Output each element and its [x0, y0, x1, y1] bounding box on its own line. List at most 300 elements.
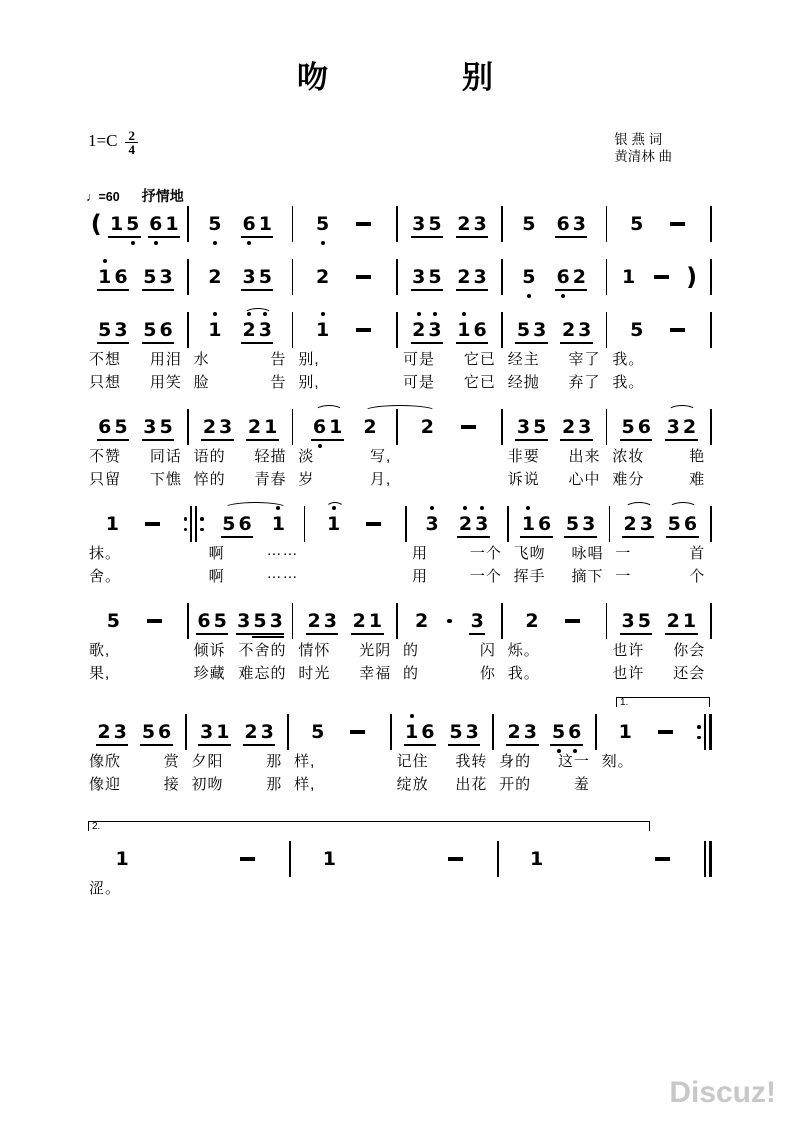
lyric: 可是 — [403, 351, 436, 368]
lyrics-row-verse-1 — [189, 639, 292, 662]
measure — [187, 714, 288, 796]
notes-row — [494, 714, 595, 750]
measure — [84, 409, 187, 491]
music-line-1 — [84, 206, 712, 242]
octave-dot-high — [410, 714, 414, 718]
lyric: 个 — [689, 568, 706, 585]
lyric: 你会 — [673, 642, 706, 659]
note-dash — [670, 222, 685, 226]
note: 6 1 — [148, 213, 180, 235]
lyrics-row-verse-2 — [84, 468, 187, 491]
lyric: 果, — [89, 665, 111, 682]
underline — [221, 536, 253, 538]
note: 3 5 3 — [236, 610, 285, 632]
lyrics-row-verse-1 — [305, 542, 405, 565]
lyrics-row-verse-2 — [407, 565, 507, 588]
notes-row — [84, 206, 187, 242]
lyric: 告 — [270, 351, 287, 368]
measure — [84, 603, 187, 685]
measure — [84, 714, 185, 796]
lyric: 摘下 — [571, 568, 604, 585]
measure — [293, 312, 396, 394]
lyric: 出来 — [568, 448, 601, 465]
lyrics-row-verse-2 — [84, 371, 187, 394]
lyric: 幸福 — [359, 665, 392, 682]
measure — [305, 506, 405, 588]
lyrics-row-verse-2 — [293, 662, 396, 685]
note: 1 6 — [404, 721, 436, 743]
lyric: 用 — [412, 568, 429, 585]
notes-row — [293, 206, 396, 242]
octave-dot-low — [573, 749, 577, 753]
octave-dot-high — [430, 506, 434, 510]
note: 1 — [270, 513, 286, 535]
lyrics-row-verse-2 — [398, 371, 501, 394]
notes-row — [293, 603, 396, 639]
notes-row — [607, 206, 710, 242]
note: 5 6 — [140, 721, 172, 743]
measure — [407, 506, 507, 588]
lyrics-row-verse-2 — [293, 468, 396, 491]
note: 2 — [363, 416, 377, 438]
lyric: 身的 — [499, 753, 532, 770]
note: 2 3 — [622, 513, 654, 535]
slur — [625, 502, 653, 514]
slur — [326, 502, 344, 514]
note: 2 3 — [456, 213, 488, 235]
underline — [411, 236, 443, 238]
notes-row — [509, 506, 609, 542]
lyrics-row-verse-1 — [494, 750, 595, 773]
measure — [610, 506, 710, 588]
underline — [622, 536, 654, 538]
lyric: 我。 — [612, 374, 645, 391]
lyric: 别, — [298, 351, 320, 368]
lyric: 倾诉 — [193, 642, 226, 659]
notes-row — [398, 206, 501, 242]
note: 3 5 — [142, 416, 174, 438]
lyrics-row-verse-2 — [398, 662, 501, 685]
lyrics-row-verse-2 — [84, 565, 184, 588]
lyrics-row-verse-2 — [289, 773, 390, 796]
lyric: 脸 — [193, 374, 210, 391]
underline — [97, 289, 129, 291]
lyrics-row-verse-1 — [398, 445, 501, 468]
note: 5 — [315, 213, 331, 235]
underline — [142, 439, 174, 441]
lyric: 月, — [370, 471, 392, 488]
lyric: 用泪 — [149, 351, 182, 368]
underline — [560, 439, 592, 441]
measure — [392, 714, 493, 796]
note: 5 3 — [97, 319, 129, 341]
lyric: 情怀 — [298, 642, 331, 659]
lyrics-row-verse-1 — [84, 542, 184, 565]
music-line-6 — [84, 603, 712, 685]
note: 1 — [326, 513, 342, 535]
note: 1 — [315, 319, 331, 341]
underline — [620, 633, 652, 635]
lyrics-row-verse-1 — [398, 639, 501, 662]
note: 2 3 — [456, 266, 488, 288]
music-line-5 — [84, 506, 712, 588]
lyric: 用笑 — [149, 374, 182, 391]
lyric: 同话 — [149, 448, 182, 465]
note: 2 3 — [506, 721, 538, 743]
underline — [456, 289, 488, 291]
underline — [140, 744, 172, 746]
note: 6 1 — [241, 213, 273, 235]
note: 2 3 — [411, 319, 443, 341]
lyric: 难分 — [612, 471, 645, 488]
measure — [84, 506, 184, 588]
music-line-2 — [84, 259, 712, 295]
note-dash — [658, 730, 673, 734]
note: 5 6 — [221, 513, 253, 535]
notes-row — [84, 506, 184, 542]
note: 5 6 — [666, 513, 698, 535]
note-dash — [356, 328, 371, 332]
measure — [291, 841, 496, 900]
time-sig-numerator: 2 — [128, 128, 135, 143]
music-line-7 — [84, 697, 712, 796]
lyric: 只想 — [89, 374, 122, 391]
octave-dot-low — [154, 241, 158, 245]
lyric: 岁 — [298, 471, 315, 488]
lyric: 不赞 — [89, 448, 122, 465]
measure — [503, 409, 606, 491]
note: 2 1 — [351, 610, 383, 632]
lyrics-row-verse-1 — [607, 348, 710, 371]
lyric: 它已 — [463, 374, 496, 391]
underline — [411, 289, 443, 291]
lyrics-row-verse-1 — [392, 750, 493, 773]
barline — [710, 312, 712, 348]
note-dash — [654, 275, 669, 279]
notes-row — [607, 409, 710, 445]
lyric: 告 — [270, 374, 287, 391]
note: 5 — [630, 319, 644, 341]
lyric: 艳 — [689, 448, 706, 465]
lyrics-row-verse-2 — [189, 371, 292, 394]
underline — [550, 744, 582, 746]
notes-row — [293, 259, 396, 295]
lyric: 飞吻 — [513, 545, 546, 562]
lyric: 宰了 — [568, 351, 601, 368]
note: 5 6 — [620, 416, 652, 438]
notes-row — [84, 259, 187, 295]
measure — [189, 312, 292, 394]
measure — [509, 506, 609, 588]
lyrics-row-verse-1 — [189, 445, 292, 468]
notes-row — [398, 312, 501, 348]
note: 3 5 — [620, 610, 652, 632]
note: 5 3 — [448, 721, 480, 743]
note: 2 3 — [241, 319, 273, 341]
notes-row — [503, 409, 606, 445]
measure — [607, 312, 710, 394]
lyrics-row-verse-1 — [289, 750, 390, 773]
notes-row — [398, 603, 501, 639]
underline — [311, 439, 343, 441]
octave-dot-high — [213, 312, 217, 316]
lyric: 只留 — [89, 471, 122, 488]
underline — [241, 236, 273, 238]
key-signature — [88, 130, 138, 156]
lyric: 诉说 — [507, 471, 540, 488]
note: 2 — [414, 610, 429, 632]
lyric: 别, — [298, 374, 320, 391]
tempo-line — [86, 186, 184, 206]
underline — [201, 439, 233, 441]
notes-row — [398, 259, 501, 295]
volta-label: 1. — [620, 697, 629, 708]
lyrics-row-verse-1 — [503, 639, 606, 662]
title-char-1: 吻 — [297, 60, 330, 95]
underline — [142, 342, 174, 344]
lyrics-row-verse-2 — [509, 565, 609, 588]
metronome-mark: ♩=60 — [86, 190, 120, 204]
note-dash — [655, 857, 670, 861]
lyrics-row-verse-2 — [398, 468, 501, 491]
lyric: 初吻 — [191, 776, 224, 793]
notes-row — [607, 603, 710, 639]
note: 5 3 — [564, 513, 596, 535]
octave-dot-low — [247, 241, 251, 245]
lyrics-row-verse-2 — [392, 773, 493, 796]
lyrics-row-verse-1 — [293, 639, 396, 662]
note: 1 — [207, 319, 223, 341]
notes-row — [84, 841, 289, 877]
lyric: 出花 — [455, 776, 488, 793]
lyric: 羞 — [573, 776, 590, 793]
octave-dot-high — [417, 312, 421, 316]
underline — [196, 633, 228, 635]
music-line-8 — [84, 821, 712, 900]
note: 1 — [322, 848, 336, 870]
lyric: 可是 — [403, 374, 436, 391]
notes-row — [84, 409, 187, 445]
octave-dot-low — [131, 241, 135, 245]
lyric: 弃了 — [568, 374, 601, 391]
lyric: 心中 — [568, 471, 601, 488]
lyric: 像欣 — [89, 753, 122, 770]
slur — [244, 308, 272, 320]
note-dash — [350, 730, 365, 734]
underline — [665, 633, 697, 635]
lyrics-row-verse-2 — [503, 371, 606, 394]
lyric: 刻。 — [601, 753, 634, 770]
note: 3 1 — [198, 721, 230, 743]
note: 5 3 — [142, 266, 174, 288]
underline — [506, 744, 538, 746]
octave-dot-low — [527, 294, 531, 298]
time-sig-denominator: 4 — [125, 142, 138, 156]
measure — [398, 603, 501, 685]
underline — [108, 236, 140, 238]
lyric: 啊 — [208, 545, 225, 562]
note: 5 — [311, 721, 325, 743]
lyrics-row-verse-2 — [204, 565, 304, 588]
note: 1 5 — [108, 213, 140, 235]
lyric: 咏唱 — [571, 545, 604, 562]
lyric: 也许 — [612, 665, 645, 682]
octave-dot-high — [463, 506, 467, 510]
notes-row — [84, 603, 187, 639]
octave-dot-high — [526, 506, 530, 510]
measure — [289, 714, 390, 796]
note: 2 — [420, 416, 434, 438]
lyric: 的 — [403, 642, 420, 659]
lyrics-row-verse-1 — [607, 445, 710, 468]
lyrics-row-verse-1 — [499, 877, 704, 900]
lyric: 还会 — [673, 665, 706, 682]
lyric: 一 — [615, 568, 632, 585]
lyrics-row-verse-2 — [494, 773, 595, 796]
underline-2 — [252, 636, 284, 638]
note: 3 — [469, 610, 485, 632]
measure — [189, 206, 292, 242]
song-title — [0, 52, 792, 97]
note: 1 — [105, 513, 119, 535]
underline — [448, 744, 480, 746]
lyric: 一个 — [469, 568, 502, 585]
underline — [96, 744, 128, 746]
lyrics-row-verse-1 — [84, 639, 187, 662]
lyric: 经抛 — [507, 374, 540, 391]
lyric: 烁。 — [507, 642, 540, 659]
note: 5 6 — [142, 319, 174, 341]
barline — [710, 506, 712, 542]
note: 3 — [424, 513, 440, 535]
notes-row — [499, 841, 704, 877]
lyrics-row-verse-1 — [84, 877, 289, 900]
measure — [597, 714, 698, 796]
underline — [411, 342, 443, 344]
lyrics-row-verse-1 — [84, 348, 187, 371]
measure — [189, 409, 292, 491]
underline — [515, 439, 547, 441]
notes-row — [189, 409, 292, 445]
lyrics-row-verse-1 — [293, 348, 396, 371]
note: 2 1 — [665, 610, 697, 632]
note-dash — [356, 275, 371, 279]
notes-row — [187, 714, 288, 750]
lyric: …… — [266, 542, 299, 559]
measure — [503, 259, 606, 295]
note: 2 3 — [457, 513, 489, 535]
lyric: 涩。 — [89, 880, 122, 897]
lyric: 绽放 — [396, 776, 429, 793]
octave-dot-low — [557, 749, 561, 753]
note: 2 3 — [201, 416, 233, 438]
lyric: 我。 — [612, 351, 645, 368]
lyric: 这一 — [557, 753, 590, 770]
note: 5 3 — [515, 319, 547, 341]
lyric: 像迎 — [89, 776, 122, 793]
measure — [84, 206, 187, 242]
parenthesis: ( — [90, 210, 102, 238]
note-dash — [461, 425, 476, 429]
repeat-sign — [697, 714, 712, 750]
underline — [97, 342, 129, 344]
note-dash — [670, 328, 685, 332]
note: 5 — [521, 266, 537, 288]
lyric: 抹。 — [89, 545, 122, 562]
lyrics-row-verse-1 — [503, 445, 606, 468]
note: 1 — [530, 848, 544, 870]
notes-row — [503, 603, 606, 639]
octave-dot-high — [321, 312, 325, 316]
credits — [614, 131, 672, 165]
lyric: 样, — [294, 776, 316, 793]
underline — [456, 236, 488, 238]
lyric: 接 — [163, 776, 180, 793]
underline — [456, 342, 488, 344]
augmentation-dot — [447, 619, 452, 624]
lyrics-row-verse-2 — [189, 662, 292, 685]
lyric: 难忘的 — [238, 665, 287, 682]
lyric: 舍。 — [89, 568, 122, 585]
notes-row — [392, 714, 493, 750]
note: 1 — [115, 848, 129, 870]
underline — [148, 236, 180, 238]
lyric: 夕阳 — [191, 753, 224, 770]
note: 2 3 — [560, 319, 592, 341]
lyric: 首 — [689, 545, 706, 562]
lyric: 记住 — [396, 753, 429, 770]
note-dash — [565, 619, 580, 623]
measure — [189, 603, 292, 685]
note: 3 5 — [241, 266, 273, 288]
note: 2 — [525, 610, 539, 632]
note-dash — [147, 619, 162, 623]
lyric: 也许 — [612, 642, 645, 659]
music-line-3 — [84, 312, 712, 394]
lyrics-row-verse-1 — [84, 445, 187, 468]
measure — [293, 206, 396, 242]
note: 2 3 — [243, 721, 275, 743]
lyrics-row-verse-1 — [187, 750, 288, 773]
lyric: 的 — [403, 665, 420, 682]
note: 6 5 — [97, 416, 129, 438]
repeat-sign — [184, 506, 204, 542]
score — [84, 206, 712, 915]
lyric: 那 — [266, 753, 283, 770]
underline — [564, 536, 596, 538]
barline — [710, 259, 712, 295]
lyrics-row-verse-2 — [305, 565, 405, 588]
lyrics-row-verse-2 — [503, 468, 606, 491]
lyric: 悴的 — [193, 471, 226, 488]
lyrics-row-verse-1 — [610, 542, 710, 565]
lyric: 语的 — [193, 448, 226, 465]
underline — [241, 342, 273, 344]
notes-row — [305, 506, 405, 542]
notes-row — [503, 206, 606, 242]
note: 5 6 — [550, 721, 582, 743]
lyric: 经主 — [507, 351, 540, 368]
lyric: 不舍的 — [238, 642, 287, 659]
barline — [710, 206, 712, 242]
measure — [204, 506, 304, 588]
measure — [503, 312, 606, 394]
note: 2 — [316, 266, 330, 288]
notes-row — [597, 714, 698, 750]
underline — [97, 439, 129, 441]
lyrics-row-verse-2 — [84, 773, 185, 796]
measure — [503, 206, 606, 242]
